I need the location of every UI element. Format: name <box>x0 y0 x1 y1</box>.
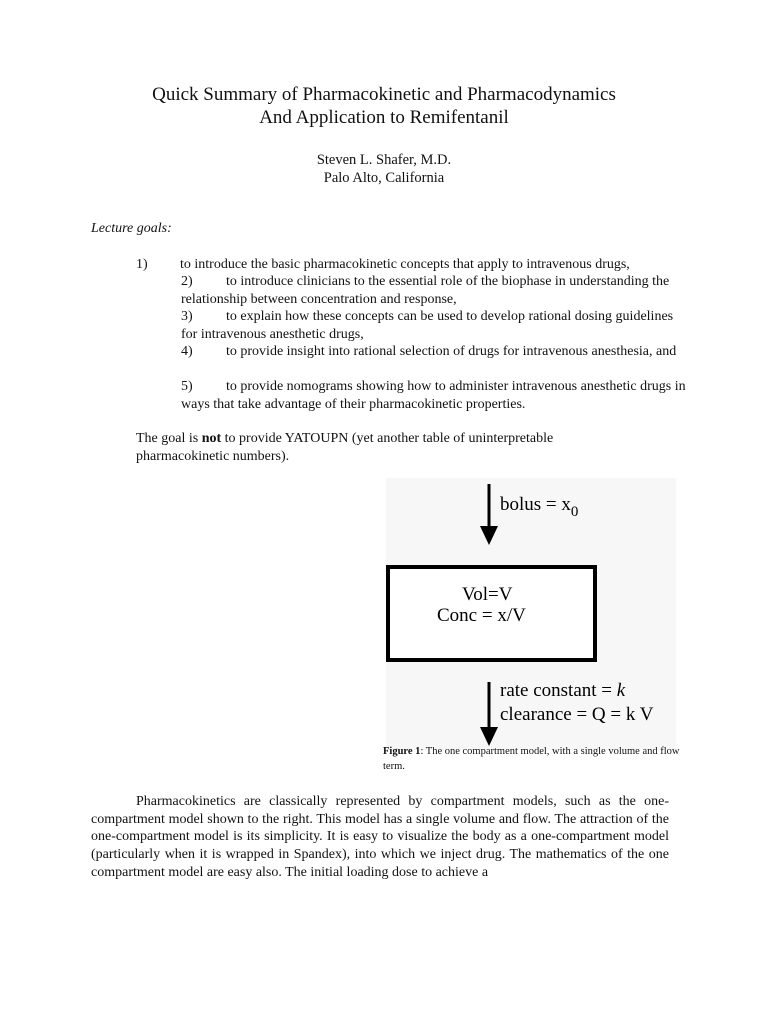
goal-item-4 <box>181 343 686 361</box>
lecture-goals-label: Lecture goals: <box>91 221 172 236</box>
caption-text: : The one compartment model, with a single volume and flow term. <box>383 746 680 772</box>
figure-caption <box>383 744 703 774</box>
goal-item-1 <box>136 256 696 274</box>
goal-text: to provide insight into rational selection of drugs for intravenous anesthesia, and <box>226 344 677 359</box>
goal-number: 4) <box>181 344 193 359</box>
author-name: Steven L. Shafer, M.D. <box>316 152 452 168</box>
author-location: Palo Alto, California <box>323 170 445 186</box>
rate-constant-symbol: k <box>616 680 626 701</box>
goal-statement-prefix: The goal is <box>136 431 202 446</box>
clearance-label: clearance = Q = k V <box>500 704 654 725</box>
goal-text: to introduce clinicians to the essential role of the biophase in understanding the relationship between concentration and response, <box>181 274 670 307</box>
goal-number: 5) <box>181 379 193 394</box>
volume-label: Vol=V <box>462 584 513 605</box>
concentration-label: Conc = x/V <box>437 605 526 626</box>
goal-text: to introduce the basic pharmacokinetic concepts that apply to intravenous drugs, <box>180 257 630 272</box>
goal-number: 3) <box>181 309 193 324</box>
title-line-2: And Application to Remifentanil <box>259 107 509 128</box>
title-line-1: Quick Summary of Pharmacokinetic and Pharmacodynamics <box>152 84 616 105</box>
compartment-diagram <box>386 478 676 750</box>
goal-text: to explain how these concepts can be used to develop rational dosing guidelines for intravenous anesthetic drugs, <box>181 309 674 342</box>
bolus-subscript: 0 <box>570 504 579 520</box>
goal-text: to provide nomograms showing how to administer intravenous anesthetic drugs in ways that take advantage of their pharmacokinetic properties. <box>181 379 686 412</box>
goal-statement-suffix: to provide YATOUPN (yet another table of uninterpretable pharmacokinetic numbers). <box>136 431 554 464</box>
bolus-arrow-head <box>480 526 498 545</box>
goal-item-5 <box>181 378 686 413</box>
one-compartment-model-figure <box>386 478 676 750</box>
goal-number: 1) <box>136 257 148 272</box>
goal-number: 2) <box>181 274 193 289</box>
rate-constant-label: rate constant = k <box>500 680 626 701</box>
body-paragraph-text: Pharmacokinetics are classically represented by compartment models, such as the one-compartment model shown to the right. This model has a single volume and flow. The attraction of the one-compartment model is its simplicity. It is easy to visualize the body as a one-compartment model (particularly when it is wrapped in Spandex), into which we inject drug. The mathematics of the one compartment model are easy also. The initial loading dose to achieve a <box>91 794 669 880</box>
goal-item-2 <box>181 273 686 308</box>
goal-statement <box>136 430 606 465</box>
caption-label: Figure 1 <box>383 746 421 757</box>
body-paragraph <box>91 793 669 882</box>
goal-item-3 <box>181 308 686 343</box>
goal-statement-emphasis: not <box>201 431 222 446</box>
bolus-label: bolus = $x_0$ <box>500 494 579 520</box>
